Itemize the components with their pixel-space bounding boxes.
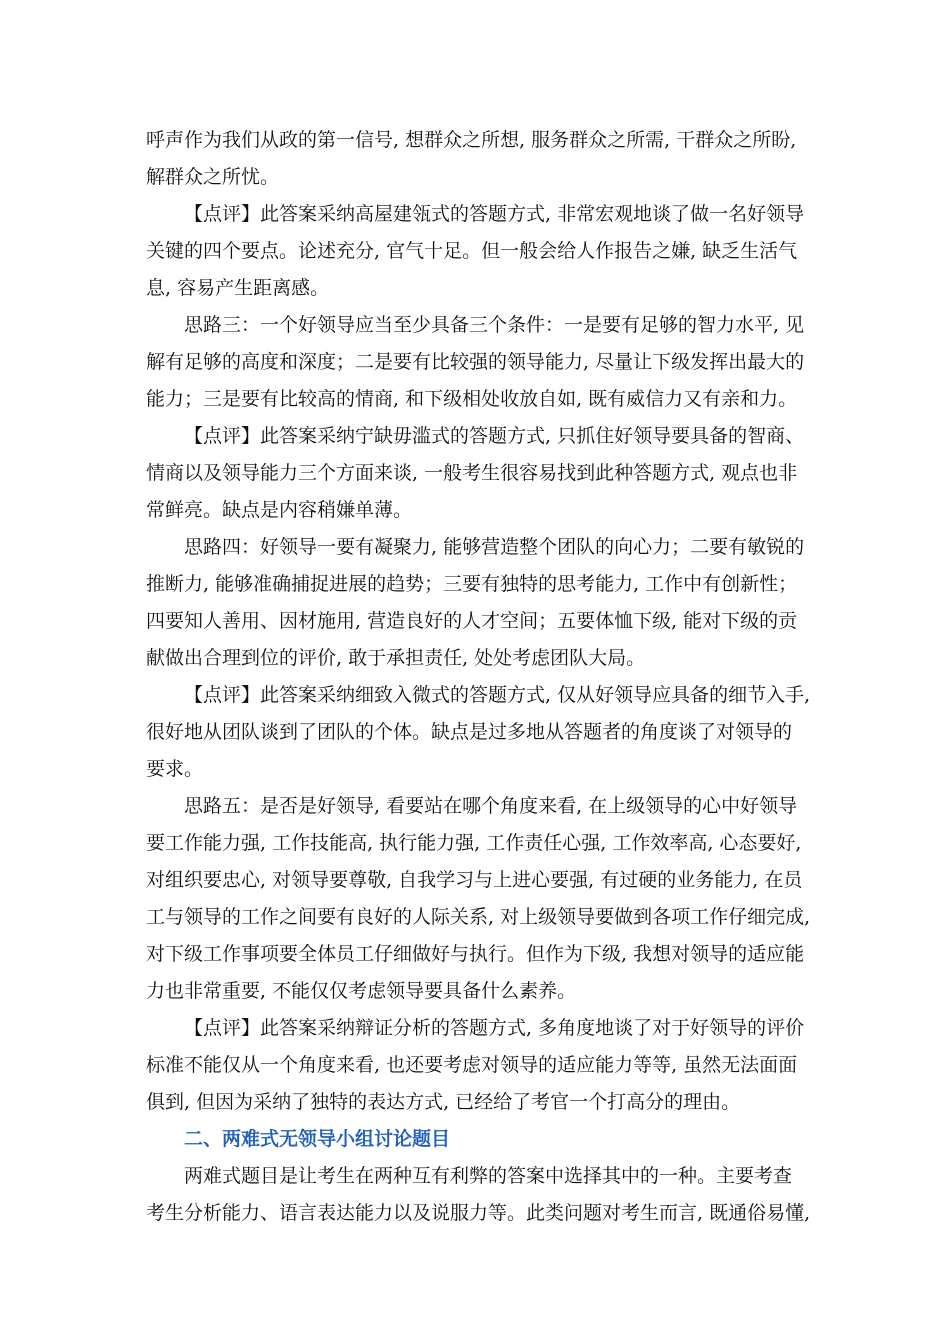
document-body xyxy=(146,122,810,1232)
section-heading xyxy=(146,1121,810,1158)
text-line: 呼声作为我们从政的第一信号, 想群众之所想, 服务群众之所需, 干群众之所盼, xyxy=(146,129,797,151)
heading-text: 二、两难式无领导小组讨论题目 xyxy=(184,1128,451,1150)
text-line: 考生分析能力、语言表达能力以及说服力等。此类问题对考生而言, 既通俗易懂, xyxy=(146,1202,811,1224)
text-line: 很好地从团队谈到了团队的个体。缺点是过多地从答题者的角度谈了对领导的 xyxy=(146,721,793,743)
paragraph-dilemma-intro xyxy=(146,1158,810,1232)
paragraph-comment-4 xyxy=(146,677,810,788)
text-line: 工与领导的工作之间要有良好的人际关系, 对上级领导要做到各项工作仔细完成, xyxy=(146,906,811,928)
text-line: 思路三：一个好领导应当至少具备三个条件：一是要有足够的智力水平, 见 xyxy=(184,314,805,336)
paragraph-idea-5 xyxy=(146,788,810,1010)
text-line: 解有足够的高度和深度；二是要有比较强的领导能力, 尽量让下级发挥出最大的 xyxy=(146,351,805,373)
text-line: 要求。 xyxy=(146,758,204,780)
text-line: 要工作能力强, 工作技能高, 执行能力强, 工作责任心强, 工作效率高, 心态要好, xyxy=(146,832,802,854)
text-line: 对组织要忠心, 对领导要尊敬, 自我学习与上进心要强, 有过硬的业务能力, 在员 xyxy=(146,869,803,891)
text-line: 推断力, 能够准确捕捉进展的趋势；三要有独特的思考能力, 工作中有创新性； xyxy=(146,573,798,595)
text-line: 解群众之所忧。 xyxy=(146,166,280,188)
paragraph-continuation xyxy=(146,122,810,196)
text-line: 情商以及领导能力三个方面来谈, 一般考生很容易找到此种答题方式, 观点也非 xyxy=(146,462,798,484)
text-line: 标准不能仅从一个角度来看, 也还要考虑对领导的适应能力等等, 虽然无法面面 xyxy=(146,1054,798,1076)
text-line: 能力；三是要有比较高的情商, 和下级相处收放自如, 既有威信力又有亲和力。 xyxy=(146,388,798,410)
text-line: 息, 容易产生距离感。 xyxy=(146,277,330,299)
text-line: 【点评】此答案采纳细致入微式的答题方式, 仅从好领导应具备的细节入手, xyxy=(184,684,811,706)
paragraph-comment-2 xyxy=(146,196,810,307)
text-line: 两难式题目是让考生在两种互有利弊的答案中选择其中的一种。主要考查 xyxy=(184,1165,793,1187)
text-line: 四要知人善用、因材施用, 营造良好的人才空间；五要体恤下级, 能对下级的贡 xyxy=(146,610,798,632)
paragraph-comment-3 xyxy=(146,418,810,529)
text-line: 【点评】此答案采纳高屋建瓴式的答题方式, 非常宏观地谈了做一名好领导 xyxy=(184,203,805,225)
text-line: 常鲜亮。缺点是内容稍嫌单薄。 xyxy=(146,499,413,521)
text-line: 思路五：是否是好领导, 看要站在哪个角度来看, 在上级领导的心中好领导 xyxy=(184,795,798,817)
text-line: 【点评】此答案采纳宁缺毋滥式的答题方式, 只抓住好领导要具备的智商、 xyxy=(184,425,805,447)
paragraph-comment-5 xyxy=(146,1010,810,1121)
paragraph-idea-3 xyxy=(146,307,810,418)
text-line: 力也非常重要, 不能仅仅考虑领导要具备什么素养。 xyxy=(146,980,577,1002)
text-line: 献做出合理到位的评价, 敢于承担责任, 处处考虑团队大局。 xyxy=(146,647,646,669)
text-line: 思路四：好领导一要有凝聚力, 能够营造整个团队的向心力；二要有敏锐的 xyxy=(184,536,805,558)
text-line: 对下级工作事项要全体员工仔细做好与执行。但作为下级, 我想对领导的适应能 xyxy=(146,943,805,965)
paragraph-idea-4 xyxy=(146,529,810,677)
text-line: 【点评】此答案采纳辩证分析的答题方式, 多角度地谈了对于好领导的评价 xyxy=(184,1017,805,1039)
text-line: 关键的四个要点。论述充分, 官气十足。但一般会给人作报告之嫌, 缺乏生活气 xyxy=(146,240,798,262)
text-line: 俱到, 但因为采纳了独特的表达方式, 已经给了考官一个打高分的理由。 xyxy=(146,1091,741,1113)
